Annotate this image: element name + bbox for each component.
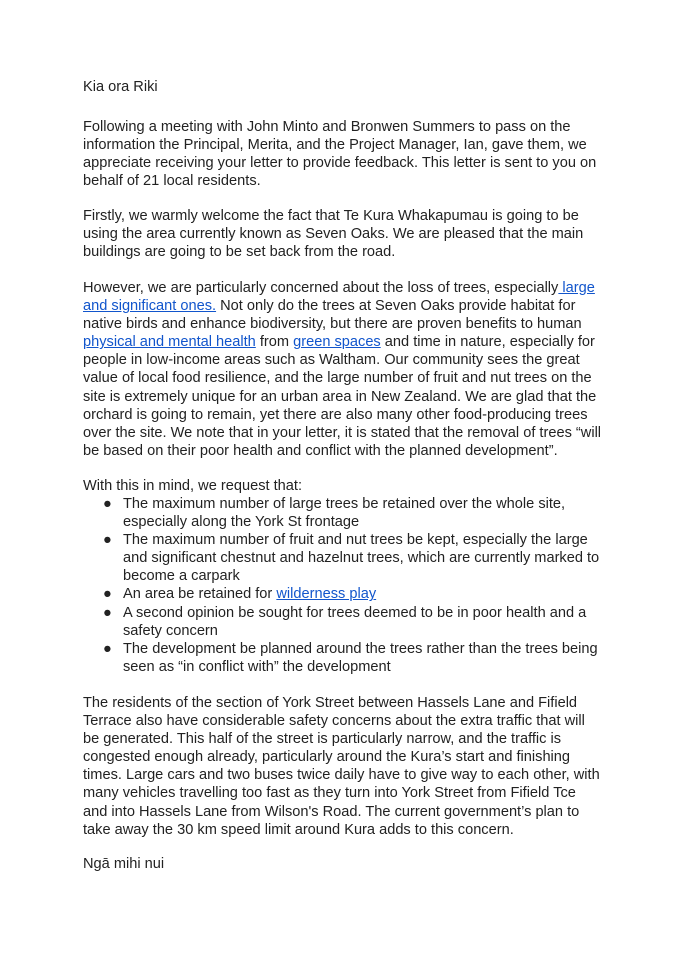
list-item <box>83 531 603 585</box>
list-item <box>83 585 603 603</box>
bullet-icon: ● <box>103 586 112 603</box>
paragraph-meeting: Following a meeting with John Minto and Bronwen Summers to pass on the information the Principal, Merita, and the Project Manager, Ian, gave them, we appreciate receiving your letter to provide feedback. This letter is sent to you on behalf of 21 local residents. <box>83 119 597 190</box>
bullet-icon: ● <box>103 496 112 512</box>
letter-closing: Ngā mihi nui <box>83 856 165 872</box>
trees-concern-text-1: However, we are particularly concerned about the loss of trees, especially <box>83 280 559 296</box>
bullet-icon: ● <box>103 604 112 621</box>
link-large-significant-trees[interactable]: large and significant ones. <box>83 280 595 315</box>
link-physical-mental-health[interactable]: physical and mental health <box>83 334 256 351</box>
trees-concern-text-4: and time in nature, especially for people in low-income areas such as Waltham. Our community sees the great value of local food resilience, and the large number of fruit and nut trees on the site is extremely unique for an urban area in New Zealand. We are glad that the orchard is going to remain, yet there are also many other food-producing trees over the site. We note that in your letter, it is stated that the removal of trees “will be based on their poor health and conflict with the planned development”. <box>83 334 602 459</box>
paragraph-traffic-concern: The residents of the section of York Street between Hassels Lane and Fifield Terrace also have considerable safety concerns about the extra traffic that will be generated. This half of the street is particularly narrow, and the traffic is congested enough already, particularly around the Kura’s start and finishing times. Large cars and two buses twice daily have to give way to each other, with many vehicles travelling too fast as they turn into York Street from Fifield Tce and into Hassels Lane from Wilson's Road. The current government’s plan to take away the 30 km speed limit around Kura adds to this concern. <box>83 695 600 838</box>
link-green-spaces[interactable]: green spaces <box>293 334 381 351</box>
trees-concern-text-3: from <box>255 334 294 351</box>
list-item <box>83 495 603 531</box>
list-item-text: A second opinion be sought for trees deemed to be in poor health and a safety concern <box>123 604 587 639</box>
paragraph-request-intro: With this in mind, we request that: <box>83 478 302 494</box>
bullet-icon: ● <box>103 640 112 657</box>
letter-greeting: Kia ora Riki <box>83 79 158 95</box>
list-item-text: The development be planned around the trees rather than the trees being seen as “in conflict with” the development <box>123 640 598 675</box>
list-item <box>83 640 603 676</box>
paragraph-welcome: Firstly, we warmly welcome the fact that Te Kura Whakapumau is going to be using the area currently known as Seven Oaks. We are pleased that the main buildings are going to be set back from the road. <box>83 208 584 261</box>
request-list <box>83 495 603 676</box>
paragraph-trees-concern <box>83 279 603 460</box>
list-item-text: The maximum number of fruit and nut trees be kept, especially the large and significant chestnut and hazelnut trees, which are currently marked to become a carpark <box>123 532 600 585</box>
trees-concern-text-2: Not only do the trees at Seven Oaks provide habitat for native birds and enhance biodiversity, but there are proven benefits to human <box>83 298 582 333</box>
bullet-icon: ● <box>103 532 112 549</box>
list-item-text: The maximum number of large trees be retained over the whole site, especially along the York St frontage <box>123 496 566 531</box>
link-wilderness-play[interactable]: wilderness play <box>276 586 377 603</box>
list-item <box>83 604 603 640</box>
list-item-text: An area be retained for <box>123 586 277 603</box>
